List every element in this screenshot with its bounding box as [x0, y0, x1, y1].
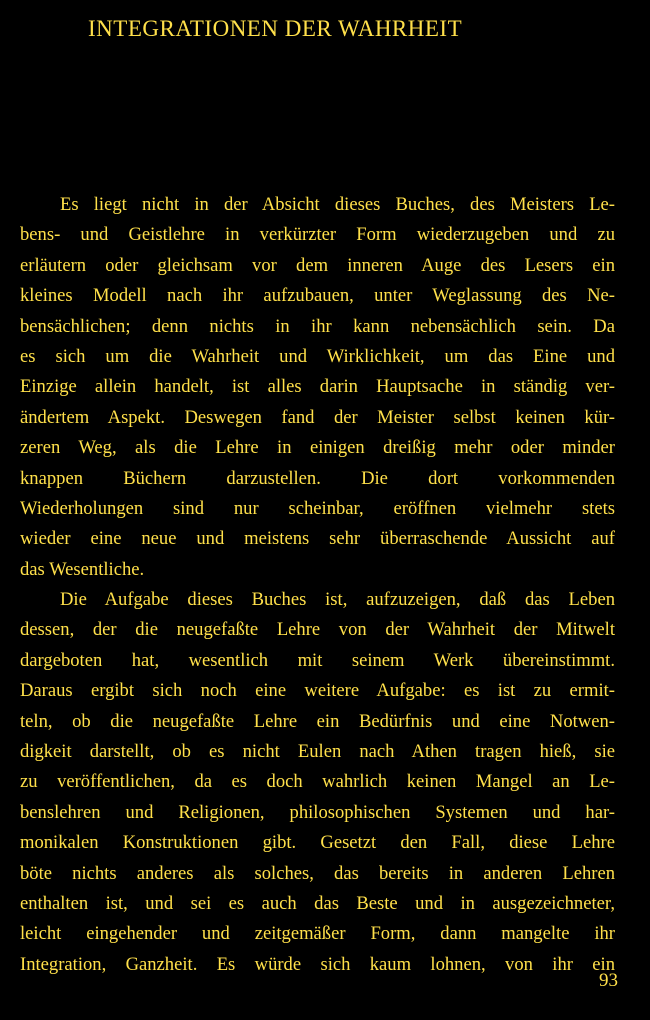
page-number: 93 — [599, 970, 618, 991]
text-line: Die Aufgabe dieses Buches ist, aufzuzeigen, daß das Leben — [60, 589, 615, 611]
text-line: Wiederholungen sind nur scheinbar, eröffnen vielmehr stets — [20, 497, 615, 519]
body-text — [20, 190, 615, 980]
text-line: Es liegt nicht in der Absicht dieses Buches, des Meisters Le- — [60, 194, 615, 215]
text-line: böte nichts anderes als solches, das bereits in anderen Lehren — [20, 862, 615, 884]
text-line: monikalen Konstruktionen gibt. Gesetzt den Fall, diese Lehre — [20, 832, 615, 854]
paragraph-1 — [20, 190, 615, 585]
text-line: ändertem Aspekt. Deswegen fand der Meister selbst keinen kür- — [20, 406, 615, 428]
running-head: INTEGRATIONEN DER WAHRHEIT — [88, 16, 463, 41]
text-line: das Wesentliche. — [20, 558, 145, 580]
text-line: digkeit darstellt, ob es nicht Eulen nach Athen tragen hieß, sie — [20, 741, 615, 763]
text-line: knappen Büchern darzustellen. Die dort vorkommenden — [20, 467, 615, 489]
text-line: enthalten ist, und sei es auch das Beste und in ausgezeichneter, — [20, 892, 615, 914]
text-line: bens- und Geistlehre in verkürzter Form wiederzugeben und zu — [20, 224, 615, 246]
text-line: teln, ob die neugefaßte Lehre ein Bedürfnis und eine Notwen- — [20, 710, 615, 732]
text-line: erläutern oder gleichsam vor dem inneren Auge des Lesers ein — [20, 254, 615, 276]
text-line: bensächlichen; denn nichts in ihr kann nebensächlich sein. Da — [20, 315, 615, 337]
text-line: wieder eine neue und meistens sehr überraschende Aussicht auf — [20, 528, 615, 550]
text-line: Einzige allein handelt, ist alles darin Hauptsache in ständig ver- — [20, 376, 615, 398]
paragraph-2 — [20, 585, 615, 980]
text-line: zeren Weg, als die Lehre in einigen dreißig mehr oder minder — [20, 437, 615, 459]
text-line: dargeboten hat, wesentlich mit seinem Werk übereinstimmt. — [20, 649, 615, 671]
text-line: Integration, Ganzheit. Es würde sich kaum lohnen, von ihr ein — [20, 953, 615, 975]
text-line: dessen, der die neugefaßte Lehre von der Wahrheit der Mitwelt — [20, 619, 615, 641]
text-line: es sich um die Wahrheit und Wirklichkeit, um das Eine und — [20, 345, 615, 367]
text-line: zu veröffentlichen, da es doch wahrlich keinen Mangel an Le- — [20, 771, 615, 793]
text-line: benslehren und Religionen, philosophischen Systemen und har- — [20, 801, 615, 823]
text-line: kleines Modell nach ihr aufzubauen, unter Weglassung des Ne- — [20, 285, 615, 307]
text-line: Daraus ergibt sich noch eine weitere Aufgabe: es ist zu ermit- — [20, 680, 615, 702]
text-line: leicht eingehender und zeitgemäßer Form, dann mangelte ihr — [20, 923, 615, 945]
